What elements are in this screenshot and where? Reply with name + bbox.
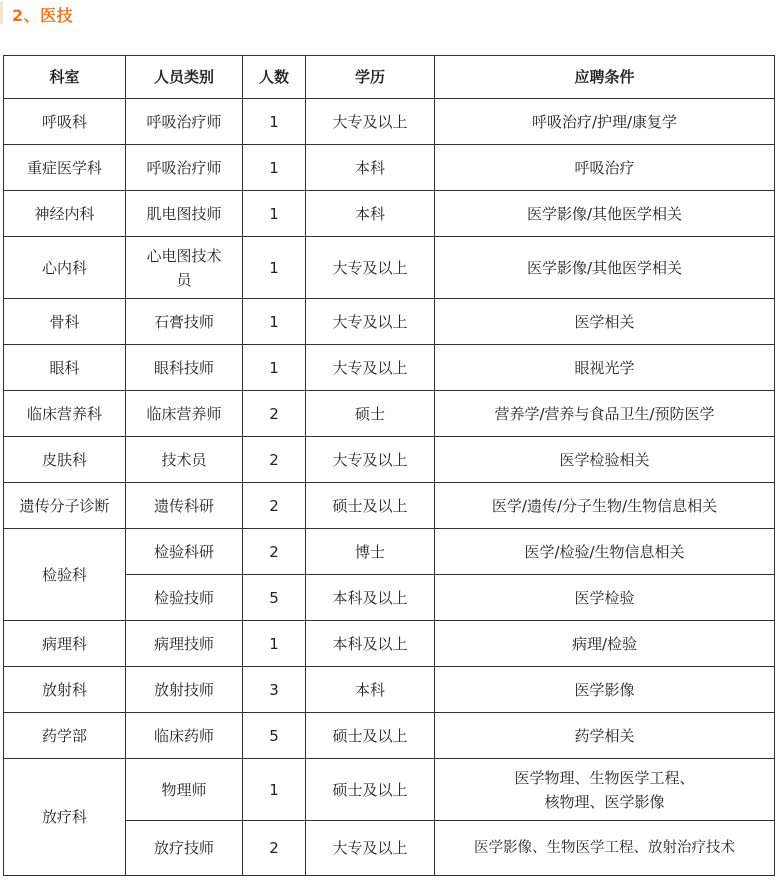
category-cell: 石膏技师 (126, 299, 243, 345)
education-cell: 硕士及以上 (306, 483, 435, 529)
table-header-row (4, 56, 775, 99)
table-row (4, 191, 775, 237)
category-cell: 病理技师 (126, 621, 243, 667)
requirement-cell: 眼视光学 (435, 345, 775, 391)
education-cell: 本科及以上 (306, 575, 435, 621)
count-cell: 1 (243, 621, 306, 667)
dept-cell: 临床营养科 (4, 391, 126, 437)
requirement-cell: 医学/遗传/分子生物/生物信息相关 (435, 483, 775, 529)
header-education: 学历 (306, 56, 435, 99)
count-cell: 5 (243, 575, 306, 621)
requirement-cell: 医学影像/其他医学相关 (435, 237, 775, 299)
dept-cell: 骨科 (4, 299, 126, 345)
table-row (4, 145, 775, 191)
category-cell: 物理师 (126, 759, 243, 821)
dept-cell: 药学部 (4, 713, 126, 759)
header-count: 人数 (243, 56, 306, 99)
dept-cell: 检验科 (4, 529, 126, 621)
count-cell: 2 (243, 529, 306, 575)
dept-cell: 神经内科 (4, 191, 126, 237)
requirement-cell: 医学/检验/生物信息相关 (435, 529, 775, 575)
table-row (4, 483, 775, 529)
requirement-cell: 呼吸治疗/护理/康复学 (435, 99, 775, 145)
requirement-cell: 医学相关 (435, 299, 775, 345)
education-cell: 大专及以上 (306, 237, 435, 299)
dept-cell: 皮肤科 (4, 437, 126, 483)
table-row (4, 713, 775, 759)
count-cell: 1 (243, 299, 306, 345)
category-cell: 呼吸治疗师 (126, 145, 243, 191)
category-cell: 呼吸治疗师 (126, 99, 243, 145)
count-cell: 1 (243, 145, 306, 191)
count-cell: 2 (243, 391, 306, 437)
count-cell: 2 (243, 483, 306, 529)
count-cell: 2 (243, 821, 306, 876)
dept-cell: 遗传分子诊断 (4, 483, 126, 529)
count-cell: 2 (243, 437, 306, 483)
header-dept: 科室 (4, 56, 126, 99)
education-cell: 大专及以上 (306, 821, 435, 876)
count-cell: 1 (243, 99, 306, 145)
table-row (4, 299, 775, 345)
table-row (4, 529, 775, 575)
table-row (4, 345, 775, 391)
dept-cell: 心内科 (4, 237, 126, 299)
requirement-cell: 营养学/营养与食品卫生/预防医学 (435, 391, 775, 437)
count-cell: 3 (243, 667, 306, 713)
education-cell: 硕士 (306, 391, 435, 437)
category-cell: 肌电图技师 (126, 191, 243, 237)
header-requirement: 应聘条件 (435, 56, 775, 99)
count-cell: 1 (243, 345, 306, 391)
category-cell: 临床营养师 (126, 391, 243, 437)
dept-cell: 重症医学科 (4, 145, 126, 191)
table-row (4, 437, 775, 483)
category-cell: 心电图技术员 (126, 237, 243, 299)
requirement-cell: 医学检验相关 (435, 437, 775, 483)
requirement-cell: 医学影像、生物医学工程、放射治疗技术 (435, 821, 775, 876)
table-row (4, 667, 775, 713)
recruitment-table (3, 55, 775, 876)
table-row (4, 237, 775, 299)
education-cell: 大专及以上 (306, 345, 435, 391)
education-cell: 本科 (306, 191, 435, 237)
education-cell: 大专及以上 (306, 99, 435, 145)
dept-cell: 放疗科 (4, 759, 126, 876)
education-cell: 本科 (306, 667, 435, 713)
category-cell: 眼科技师 (126, 345, 243, 391)
requirement-cell: 医学影像/其他医学相关 (435, 191, 775, 237)
education-cell: 本科及以上 (306, 621, 435, 667)
dept-cell: 眼科 (4, 345, 126, 391)
category-cell: 遗传科研 (126, 483, 243, 529)
dept-cell: 病理科 (4, 621, 126, 667)
table-row (4, 391, 775, 437)
dept-cell: 呼吸科 (4, 99, 126, 145)
requirement-cell: 病理/检验 (435, 621, 775, 667)
requirement-cell: 医学影像 (435, 667, 775, 713)
category-cell: 放疗技师 (126, 821, 243, 876)
requirement-line: 医学物理、生物医学工程、 (514, 768, 695, 787)
requirement-cell: 药学相关 (435, 713, 775, 759)
section-heading (0, 0, 777, 30)
education-cell: 大专及以上 (306, 299, 435, 345)
category-cell: 临床药师 (126, 713, 243, 759)
count-cell: 5 (243, 713, 306, 759)
requirement-cell (435, 759, 775, 821)
table-row (4, 759, 775, 821)
education-cell: 硕士及以上 (306, 713, 435, 759)
count-cell: 1 (243, 237, 306, 299)
category-cell: 检验科研 (126, 529, 243, 575)
count-cell: 1 (243, 191, 306, 237)
requirement-line: 核物理、医学影像 (544, 792, 665, 811)
section-title: 2、医技 (12, 6, 74, 25)
dept-cell: 放射科 (4, 667, 126, 713)
table-row (4, 621, 775, 667)
education-cell: 本科 (306, 145, 435, 191)
education-cell: 硕士及以上 (306, 759, 435, 821)
category-cell: 放射技师 (126, 667, 243, 713)
table-row (4, 99, 775, 145)
count-cell: 1 (243, 759, 306, 821)
requirement-cell: 医学检验 (435, 575, 775, 621)
category-cell: 检验技师 (126, 575, 243, 621)
requirement-cell: 呼吸治疗 (435, 145, 775, 191)
education-cell: 大专及以上 (306, 437, 435, 483)
category-cell: 技术员 (126, 437, 243, 483)
education-cell: 博士 (306, 529, 435, 575)
header-category: 人员类别 (126, 56, 243, 99)
heading-accent-bar (0, 2, 3, 24)
